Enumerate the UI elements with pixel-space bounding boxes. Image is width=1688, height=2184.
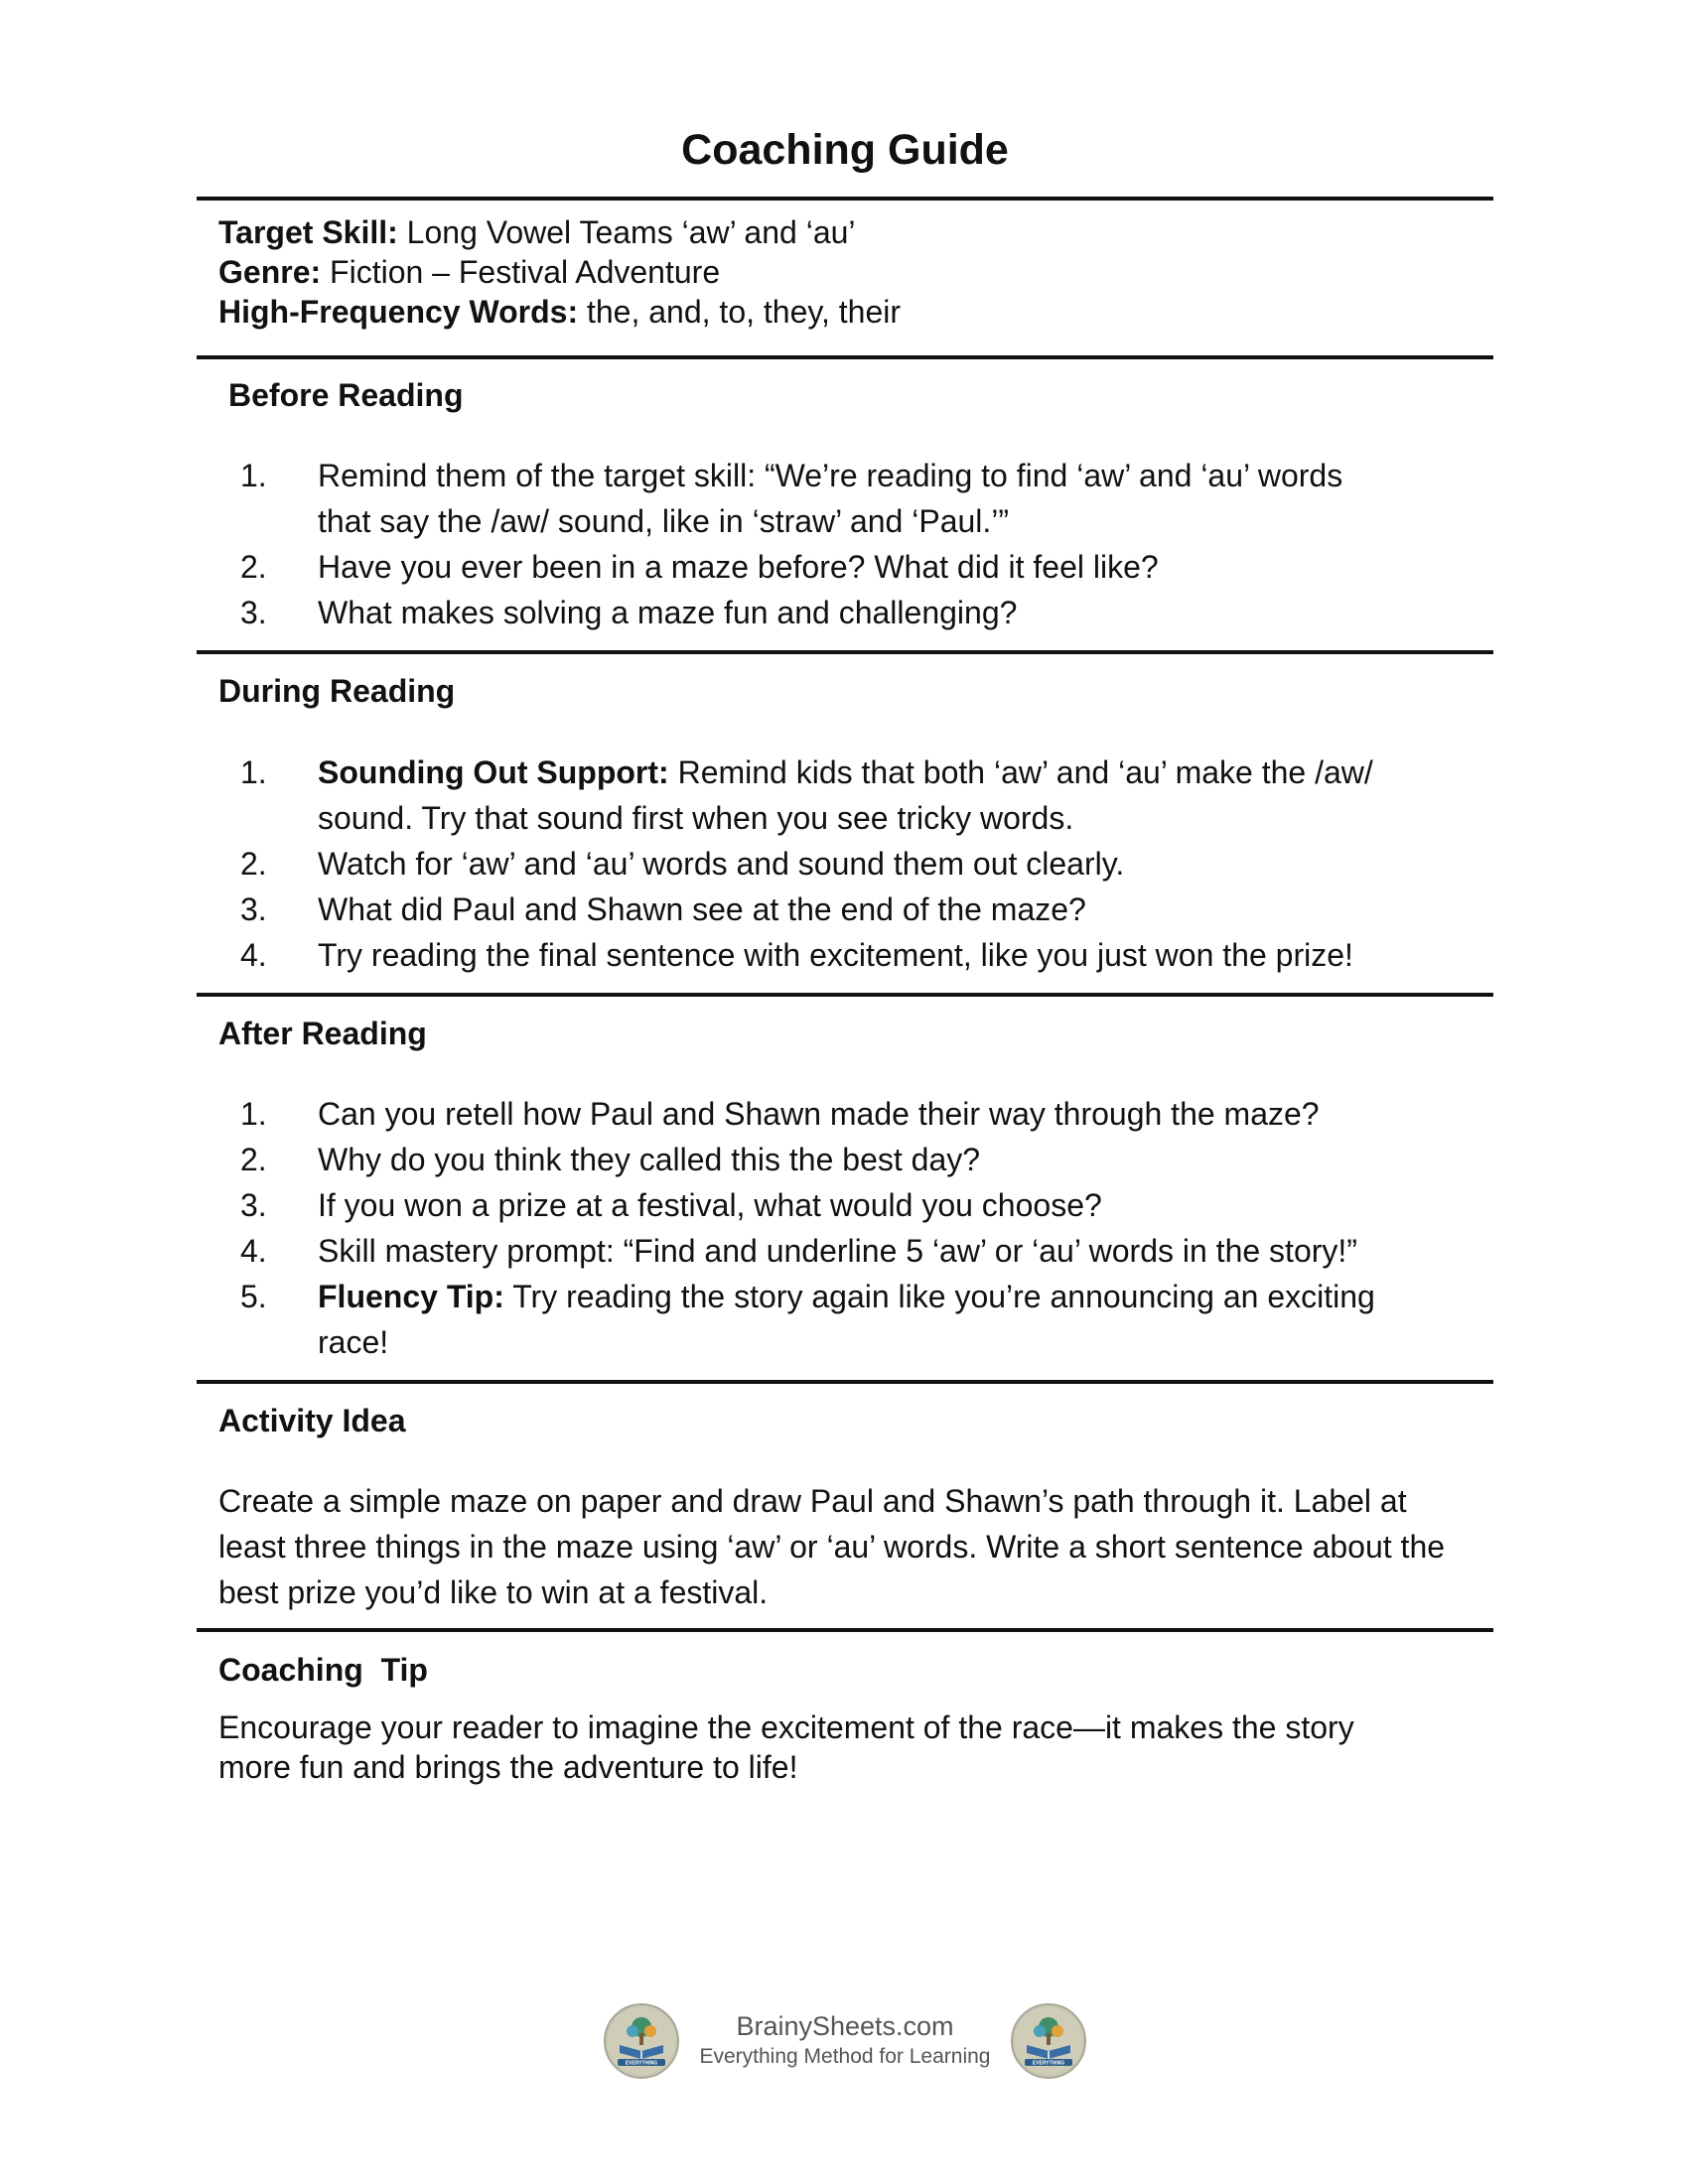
activity-idea-heading: Activity Idea xyxy=(218,1403,406,1438)
divider xyxy=(197,355,1493,359)
item-number: 3. xyxy=(240,595,267,630)
target-skill-value: Long Vowel Teams ‘aw’ and ‘au’ xyxy=(397,214,856,250)
item-number: 4. xyxy=(240,937,267,973)
item-number: 3. xyxy=(240,1187,267,1223)
item-text: Remind them of the target skill: “We’re reading to find ‘aw’ and ‘au’ words that say the /aw/ sound, like in ‘straw’ and ‘Paul.’” xyxy=(318,458,1343,539)
during-reading-heading: During Reading xyxy=(218,673,456,709)
item-text: What did Paul and Shawn see at the end of the maze? xyxy=(318,891,1086,927)
after-reading-heading: After Reading xyxy=(218,1016,427,1051)
list-item xyxy=(197,841,1390,887)
brainysheets-logo-right xyxy=(1011,2003,1086,2079)
target-skill-line xyxy=(218,212,901,252)
genre-line xyxy=(218,252,901,292)
after-reading-list xyxy=(197,1091,1493,1365)
footer-tagline: Everything Method for Learning xyxy=(699,2045,991,2068)
divider xyxy=(197,1380,1493,1384)
before-reading-list xyxy=(197,453,1493,635)
item-text: Have you ever been in a maze before? What did it feel like? xyxy=(318,549,1159,585)
item-number: 1. xyxy=(240,754,267,790)
divider xyxy=(197,197,1493,201)
item-text: Try reading the final sentence with excitement, like you just won the prize! xyxy=(318,937,1353,973)
list-item xyxy=(197,750,1390,841)
high-frequency-words-line xyxy=(218,292,901,332)
item-text: What makes solving a maze fun and challenging? xyxy=(318,595,1018,630)
list-item xyxy=(197,1137,1390,1182)
item-number: 3. xyxy=(240,891,267,927)
page-title: Coaching Guide xyxy=(681,126,1009,174)
coaching-guide-page xyxy=(197,0,1493,2184)
footer xyxy=(197,2003,1493,2083)
logo-lettering: EVERYTHING xyxy=(625,2060,658,2067)
genre-value: Fiction – Festival Adventure xyxy=(321,254,721,290)
item-text: Skill mastery prompt: “Find and underline 5 ‘aw’ or ‘au’ words in the story!” xyxy=(318,1233,1357,1269)
item-number: 1. xyxy=(240,1096,267,1132)
genre-label: Genre: xyxy=(218,254,322,290)
item-number: 2. xyxy=(240,846,267,882)
list-item xyxy=(197,1091,1390,1137)
high-frequency-words-value: the, and, to, they, their xyxy=(578,294,902,330)
list-item xyxy=(197,590,1390,635)
coaching-tip-heading: Coaching Tip xyxy=(218,1652,428,1688)
list-item xyxy=(197,544,1390,590)
list-item xyxy=(197,932,1390,978)
item-text: Try reading the story again like you’re announcing an exciting race! xyxy=(318,1279,1375,1360)
list-item xyxy=(197,887,1390,932)
item-number: 1. xyxy=(240,458,267,493)
item-number: 2. xyxy=(240,1142,267,1177)
high-frequency-words-label: High-Frequency Words: xyxy=(218,294,579,330)
item-number: 5. xyxy=(240,1279,267,1314)
item-text: If you won a prize at a festival, what would you choose? xyxy=(318,1187,1102,1223)
item-bold-label: Sounding Out Support: xyxy=(318,754,669,790)
item-text: Why do you think they called this the best day? xyxy=(318,1142,981,1177)
logo-lettering: EVERYTHING xyxy=(1032,2060,1065,2067)
item-number: 2. xyxy=(240,549,267,585)
list-item xyxy=(197,1274,1390,1365)
book-tree-icon xyxy=(1013,2005,1084,2077)
item-number: 4. xyxy=(240,1233,267,1269)
list-item xyxy=(197,1228,1390,1274)
during-reading-list xyxy=(197,750,1493,978)
list-item xyxy=(197,1182,1390,1228)
before-reading-heading: Before Reading xyxy=(228,377,464,413)
item-text: Remind kids that both ‘aw’ and ‘au’ make the /aw/ sound. Try that sound first when you see tricky words. xyxy=(318,754,1373,836)
item-text: Can you retell how Paul and Shawn made their way through the maze? xyxy=(318,1096,1320,1132)
target-skill-label: Target Skill: xyxy=(218,214,398,250)
divider xyxy=(197,650,1493,654)
divider xyxy=(197,1628,1493,1632)
item-bold-label: Fluency Tip: xyxy=(318,1279,504,1314)
divider xyxy=(197,993,1493,997)
item-text: Watch for ‘aw’ and ‘au’ words and sound them out clearly. xyxy=(318,846,1125,882)
list-item xyxy=(197,453,1390,544)
activity-idea-text: Create a simple maze on paper and draw Paul and Shawn’s path through it. Label at least three things in the maze using ‘aw’ or ‘au’ words. Write a short sentence about the best prize you’d like to win at a festival. xyxy=(218,1483,1446,1610)
footer-site-name: BrainySheets.com xyxy=(736,2011,954,2041)
footer-branding xyxy=(197,2009,1493,2071)
coaching-tip-text: Encourage your reader to imagine the excitement of the race—it makes the story more fun and brings the adventure to life! xyxy=(218,1709,1354,1785)
skill-info xyxy=(218,212,901,332)
